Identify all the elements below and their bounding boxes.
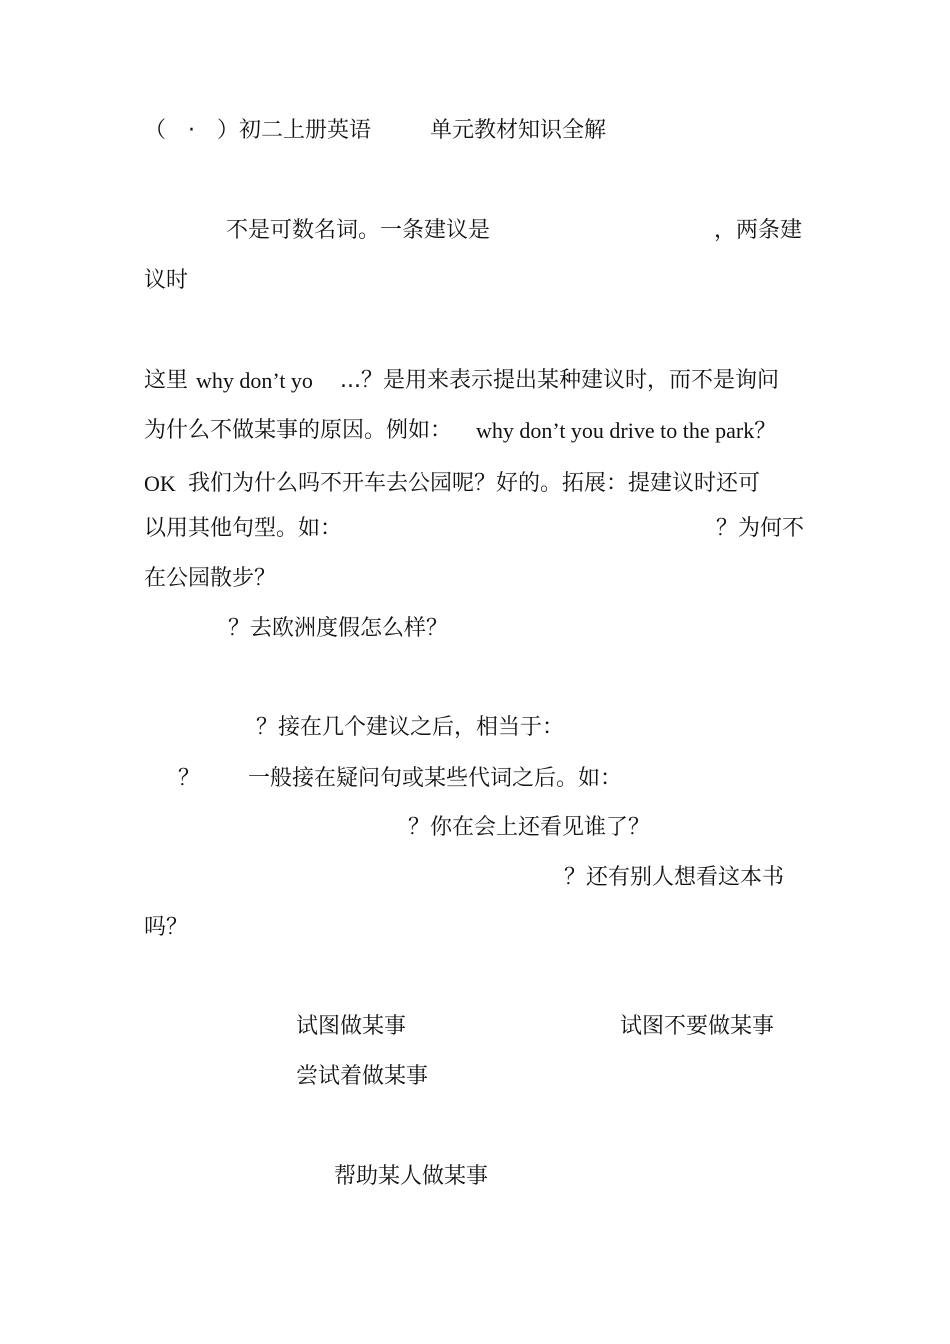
else-line-2-question-mark: ？: [178, 766, 201, 791]
else-line-2-text: 一般接在疑问句或某些代词之后。如：: [248, 766, 623, 791]
advice-line-1-part-2: ，两条建: [714, 218, 803, 243]
try-not-to-do-phrase: 试图不要做某事: [620, 1014, 775, 1039]
else-line-5: 吗？: [144, 915, 189, 940]
else-line-3: ？你在会上还看见谁了？: [408, 815, 651, 840]
else-line-1: ？接在几个建议之后，相当于：: [256, 715, 565, 740]
why-line-4-part-2: ？为何不: [716, 516, 805, 541]
try-doing-phrase: 尝试着做某事: [296, 1064, 429, 1089]
try-to-do-phrase: 试图做某事: [296, 1014, 407, 1039]
why-line-2-english: why don’t you drive to the park？: [476, 418, 777, 443]
why-line-1-part-2: ...？是用来表示提出某种建议时，而不是询问: [340, 368, 779, 393]
why-line-4-part-1: 以用其他句型。如：: [144, 516, 343, 541]
why-line-5: 在公园散步？: [144, 566, 277, 591]
advice-line-1-part-1: 不是可数名词。一条建议是: [226, 218, 491, 243]
doc-title-suffix: 单元教材知识全解: [430, 118, 607, 143]
why-line-2-part-1: 为什么不做某事的原因。例如：: [144, 418, 453, 443]
advice-line-2: 议时: [144, 268, 189, 293]
else-line-4: ？还有别人想看这本书: [564, 865, 785, 890]
why-line-1-part-1: 这里: [144, 368, 189, 393]
why-line-1-english: why don’t yo: [196, 368, 313, 393]
why-line-6: ？去欧洲度假怎么样？: [228, 616, 449, 641]
why-line-3-english: OK: [144, 471, 176, 496]
doc-title-prefix: （ · ）初二上册英语: [144, 118, 371, 143]
why-line-3-part-2: 我们为什么吗不开车去公园呢？好的。拓展：提建议时还可: [188, 471, 761, 496]
help-phrase: 帮助某人做某事: [334, 1164, 489, 1189]
